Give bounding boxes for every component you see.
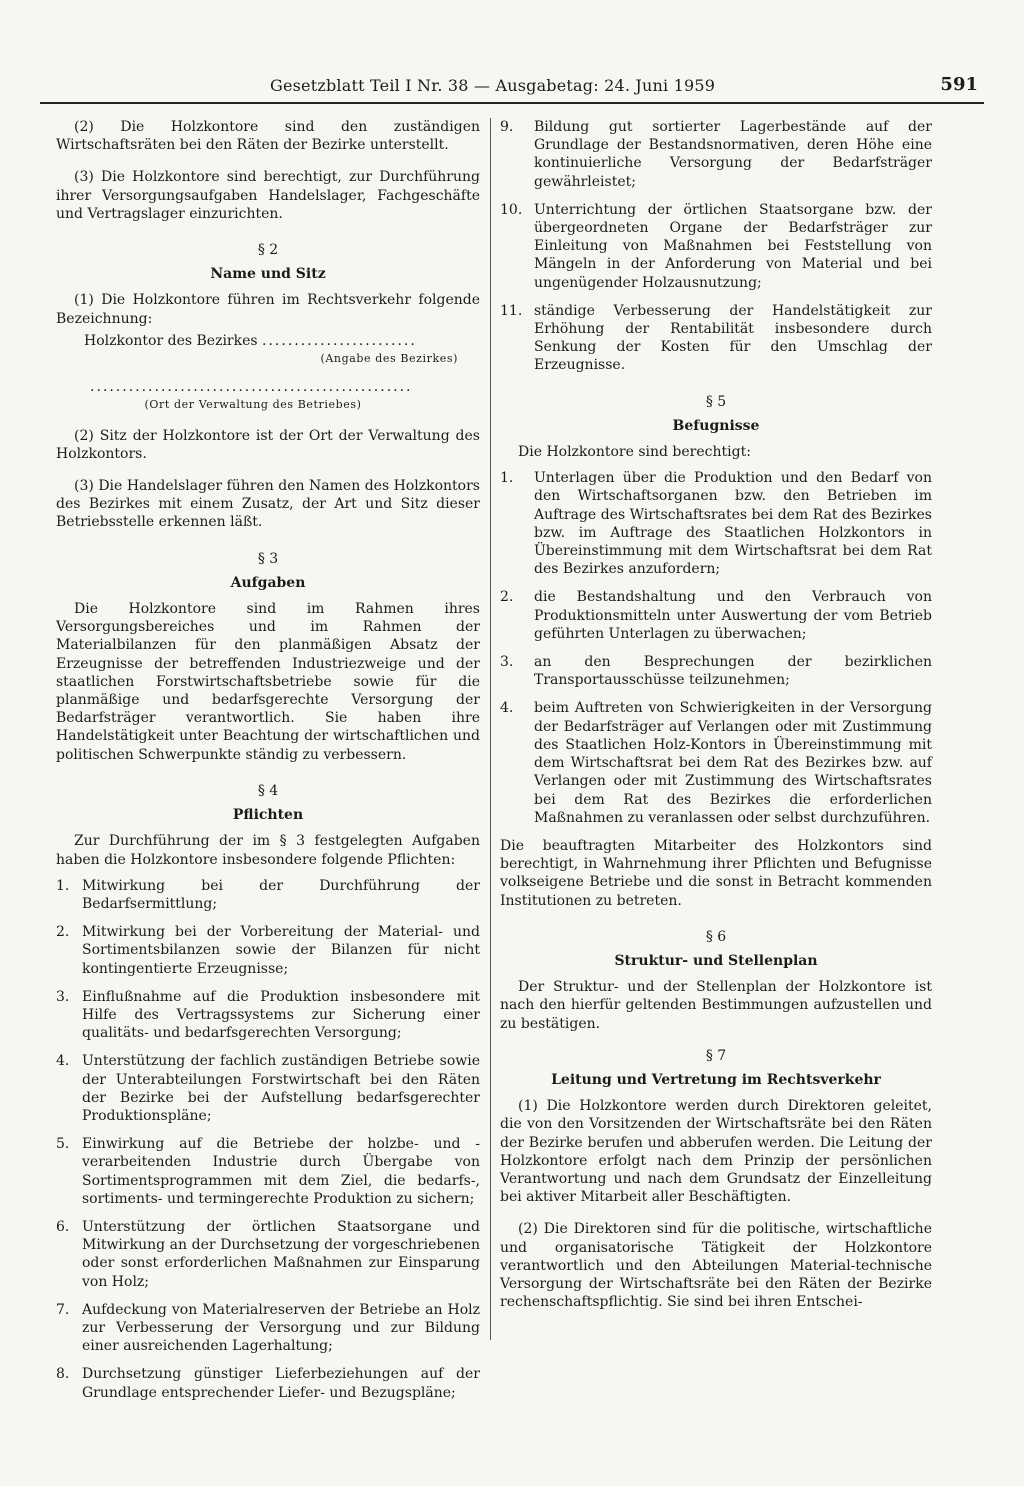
list-item — [500, 201, 932, 292]
duties-list-continued — [500, 118, 932, 375]
section-heading: Struktur- und Stellenplan — [614, 952, 818, 969]
list-text: Unterrichtung der örtlichen Staatsorgane bzw. der übergeordneten Organe der Bedarfsträger zur Einleitung von Maßnahmen bei Feststellung von Mängeln in der Anforderung von Material und bei ungenügender Holzausnutzung; — [534, 201, 932, 291]
list-number: 9. — [500, 119, 514, 135]
list-number: 3. — [56, 988, 70, 1005]
left-column — [56, 118, 480, 1412]
section-heading: Befugnisse — [672, 417, 760, 434]
list-number: 2. — [500, 589, 514, 606]
paragraph: Zur Durchführung der im § 3 festgelegten Aufgaben haben die Holzkontore insbesondere folgende Pflichten: — [56, 833, 480, 868]
form-dots: ........................ — [262, 332, 417, 349]
form-label: Holzkontor des Bezirkes — [84, 332, 258, 349]
list-text: Durchsetzung günstiger Lieferbeziehungen auf der Grundlage entsprechender Liefer- und Bezugspläne; — [82, 1366, 480, 1401]
list-item — [56, 1218, 480, 1291]
section-number: § 6 — [705, 928, 727, 945]
form-caption: (Angabe des Bezirkes) — [320, 352, 458, 366]
header-title: Gesetzblatt Teil I Nr. 38 — Ausgabetag: 24. Juni 1959 — [270, 76, 716, 95]
list-number: 5. — [56, 1136, 70, 1153]
list-item — [56, 988, 480, 1043]
list-text: ständige Verbesserung der Handelstätigkeit zur Erhöhung der Rentabilität insbesondere durch Senkung der Kosten für den Umschlag der Erzeugnisse. — [534, 302, 932, 374]
list-number: 3. — [500, 654, 514, 671]
page-header — [40, 72, 984, 104]
section-number: § 4 — [257, 782, 279, 799]
form-line-bezirk — [84, 332, 480, 350]
list-text: Mitwirkung bei der Vorbereitung der Material- und Sortimentsbilanzen sowie der Bilanzen für nicht kontingentierte Erzeugnisse; — [82, 924, 480, 977]
list-item — [500, 469, 932, 578]
paragraph: Die beauftragten Mitarbeiter des Holzkontors sind berechtigt, in Wahrnehmung ihrer Pflichten und Befugnisse volkseigene Betriebe und die sonst in Betracht kommenden Institutionen zu betreten. — [500, 837, 932, 909]
duties-list — [56, 877, 480, 1402]
column-divider — [490, 118, 491, 1340]
list-number: 4. — [56, 1053, 70, 1070]
section-heading: Pflichten — [232, 807, 304, 824]
section-heading: Leitung und Vertretung im Rechtsverkehr — [551, 1071, 881, 1088]
list-item — [500, 118, 932, 191]
list-number: 4. — [500, 700, 514, 717]
list-text: Einwirkung auf die Betriebe der holzbe- und -verarbeitenden Industrie durch Übergabe von Sortimentsprogrammen mit dem Ziel, die bedarfs-, sortiments- und termingerechte Produktion zu sichern; — [82, 1136, 480, 1207]
paragraph: (3) Die Handelslager führen den Namen des Holzkontors des Bezirkes mit einem Zusatz, der Art und Sitz dieser Betriebsstelle erkennen läßt. — [56, 478, 480, 531]
list-item — [56, 1135, 480, 1208]
list-item — [56, 923, 480, 978]
section-number: § 5 — [705, 393, 727, 410]
paragraph: (3) Die Holzkontore sind berechtigt, zur Durchführung ihrer Versorgungsaufgaben Handelslager, Fachgeschäfte und Vertragslager einzurichten. — [56, 169, 480, 222]
list-number: 2. — [56, 924, 70, 941]
section-heading: Name und Sitz — [210, 266, 326, 283]
list-number: 1. — [56, 877, 70, 894]
list-text: beim Auftreten von Schwierigkeiten in der Versorgung der Bedarfsträger auf Verlangen oder mit Zustimmung des Staatlichen Holz-Kontors in Übereinstimmung mit dem Wirtschaftsrat bei dem Rat des Bezirkes bzw. auf Verlangen oder mit Zustimmung des Wirtschaftsrates bei dem Rat des Bezirkes die erforderlichen Maßnahmen zu veranlassen oder selbst durchzuführen. — [534, 700, 932, 826]
list-item — [56, 1052, 480, 1125]
section-number: § 7 — [705, 1047, 727, 1064]
list-item — [56, 1301, 480, 1356]
paragraph: Die Holzkontore sind berechtigt: — [518, 444, 751, 461]
right-column — [500, 118, 932, 1325]
list-number: 1. — [500, 470, 514, 487]
list-text: Unterstützung der fachlich zuständigen Betriebe sowie der Unterabteilungen Forstwirtschaft bei den Räten der Bezirke bei der Aufstellung bedarfsgerechter Produktionspläne; — [82, 1053, 480, 1124]
list-text: Aufdeckung von Materialreserven der Betriebe an Holz zur Verbesserung der Versorgung und zur Bildung einer ausreichenden Lagerhaltung; — [82, 1301, 480, 1355]
paragraph: (2) Sitz der Holzkontore ist der Ort der Verwaltung des Holzkontors. — [56, 427, 480, 462]
list-text: Unterstützung der örtlichen Staatsorgane und Mitwirkung an der Durchsetzung der vorgeschriebenen oder sonst erforderlichen Maßnahmen zur Einsparung von Holz; — [82, 1218, 480, 1290]
section-number: § 3 — [257, 550, 279, 567]
list-text: die Bestandshaltung und den Verbrauch von Produktionsmitteln unter Auswertung der vom Betrieb geführten Unterlagen zu überwachen; — [534, 589, 932, 642]
list-number: 8. — [56, 1366, 70, 1383]
list-text: an den Besprechungen der bezirklichen Transportausschüsse teilzunehmen; — [534, 654, 932, 689]
page-number: 591 — [940, 74, 978, 95]
section-number: § 2 — [257, 242, 279, 259]
list-text: Bildung gut sortierter Lagerbestände auf der Grundlage der Bestandsnormativen, deren Höhe eine kontinuierliche Versorgung der Bedarfsträger gewährleistet; — [534, 119, 932, 190]
list-number: 6. — [56, 1218, 70, 1235]
form-caption: (Ort der Verwaltung des Betriebes) — [144, 398, 362, 412]
list-item — [500, 588, 932, 643]
section-heading: Aufgaben — [230, 574, 306, 591]
list-text: Mitwirkung bei der Durchführung der Bedarfsermittlung; — [82, 877, 480, 912]
list-item — [500, 653, 932, 689]
list-text: Einflußnahme auf die Produktion insbesondere mit Hilfe des Vertragssystems zur Sicherung einer qualitäts- und bedarfsgerechten Versorgung; — [82, 988, 480, 1042]
list-number: 10. — [500, 201, 523, 218]
paragraph: (2) Die Holzkontore sind den zuständigen Wirtschaftsräten bei den Räten der Bezirke unterstellt. — [56, 119, 480, 154]
form-dots: .................................................. — [90, 379, 413, 396]
paragraph: Der Struktur- und der Stellenplan der Holzkontore ist nach den hierfür geltenden Bestimmungen aufzustellen und zu bestätigen. — [500, 979, 932, 1032]
paragraph: (1) Die Holzkontore werden durch Direktoren geleitet, die von den Vorsitzenden der Wirtschaftsräte bei den Räten der Bezirke berufen und abberufen werden. Die Leitung der Holzkontore erfolgt nach dem Prinzip der persönlichen Verantwortung und nach dem Grundsatz der Einzelleitung bei aktiver Mitarbeit aller Beschäftigten. — [500, 1098, 932, 1206]
paragraph: (1) Die Holzkontore führen im Rechtsverkehr folgende Bezeichnung: — [56, 292, 480, 327]
list-item — [56, 1365, 480, 1401]
list-item — [56, 877, 480, 913]
list-item — [500, 699, 932, 826]
list-text: Unterlagen über die Produktion und den Bedarf von den Wirtschaftsorganen bzw. den Betrieben im Auftrage des Wirtschaftsrates bei dem Rat des Bezirkes bzw. im Auftrage des Staatlichen Holzkontors in Übereinstimmung mit dem Wirtschaftsrat bei dem Rat des Bezirkes anzufordern; — [534, 470, 932, 578]
paragraph: Die Holzkontore sind im Rahmen ihres Versorgungsbereiches und im Rahmen der Materialbilanzen für den planmäßigen Absatz der Erzeugnisse der betreffenden Industriezweige und der staatlichen Forstwirtschaftsbetriebe sowie für die planmäßige und bedarfsgerechte Versorgung der Bedarfsträger verantwortlich. Sie haben ihre Handelstätigkeit unter Beachtung der wirtschaftlichen und politischen Schwerpunkte ständig zu verbessern. — [56, 601, 480, 763]
powers-list — [500, 469, 932, 827]
list-item — [500, 302, 932, 375]
list-number: 11. — [500, 302, 523, 319]
paragraph: (2) Die Direktoren sind für die politische, wirtschaftliche und organisatorische Tätigkeit der Holzkontore verantwortlich und den Abteilungen Material-technische Versorgung der Wirtschaftsräte bei den Räten der Bezirke rechenschaftspflichtig. Sie sind bei ihren Entschei- — [500, 1221, 932, 1311]
list-number: 7. — [56, 1301, 70, 1318]
